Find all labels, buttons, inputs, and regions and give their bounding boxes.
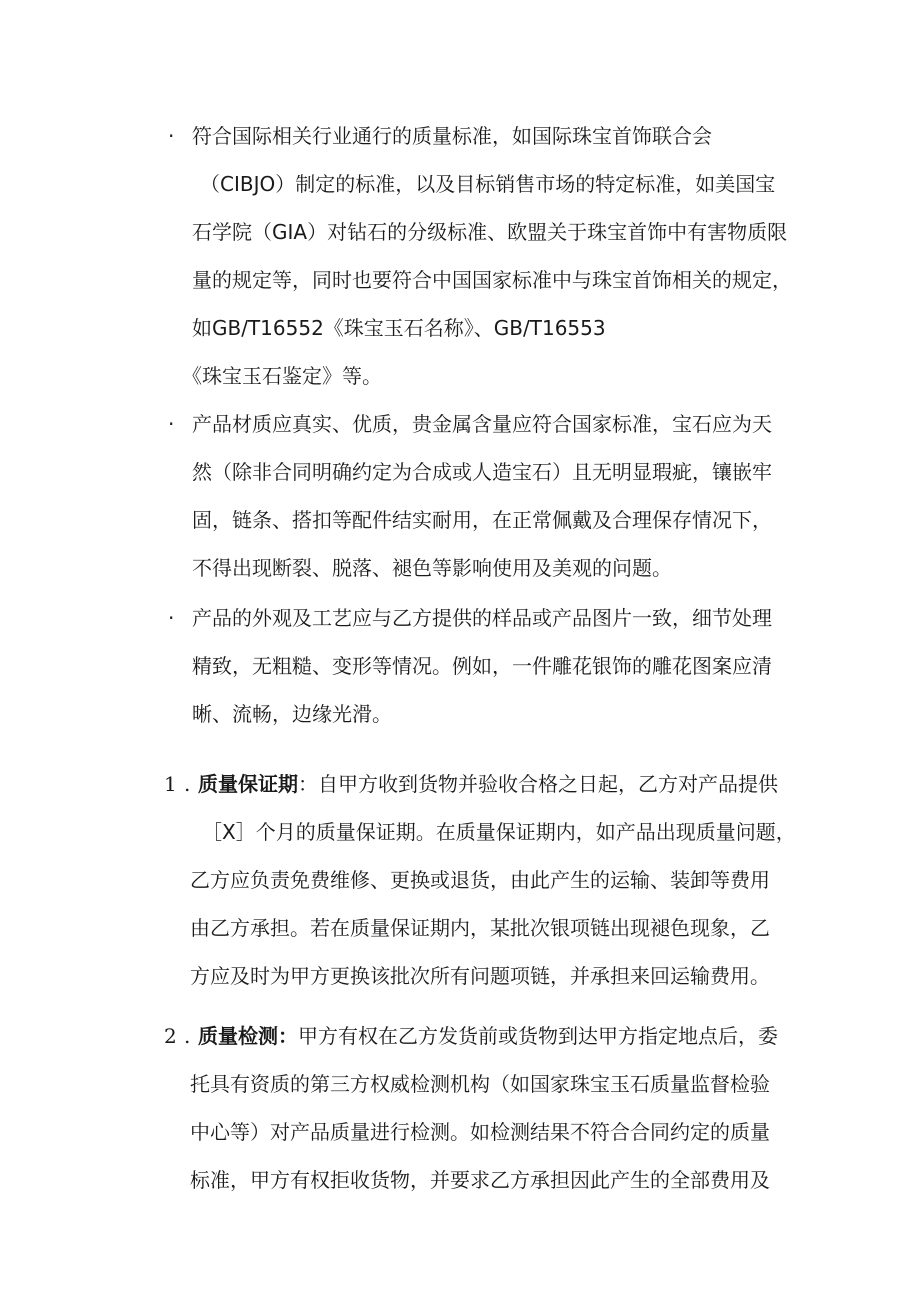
- bullet-text-line: 产品材质应真实、优质，贵金属含量应符合国家标准，宝石应为天: [192, 412, 772, 436]
- clause-number-dot: .: [184, 772, 191, 796]
- clause-heading: 质量检测：: [198, 1024, 298, 1048]
- bullet-text-line: 精致，无粗糙、变形等情况。例如，一件雕花银饰的雕花图案应清: [192, 654, 772, 678]
- bullet-marker: ·: [168, 606, 175, 630]
- clause-text-line: 由乙方承担。若在质量保证期内，某批次银项链出现褪色现象，乙: [190, 916, 770, 940]
- bullet-text-line: 晰、流畅，边缘光滑。: [192, 702, 392, 726]
- clause-number: 2: [164, 1024, 177, 1048]
- clause-heading: 质量保证期: [198, 772, 298, 796]
- clause-number: 1: [164, 772, 177, 796]
- clause-number-dot: .: [184, 1024, 191, 1048]
- clause-text-line: 乙方应负责免费维修、更换或退货，由此产生的运输、装卸等费用: [190, 868, 770, 892]
- bullet-text-line: 不得出现断裂、脱落、褪色等影响使用及美观的问题。: [192, 556, 672, 580]
- clause-text-line: 托具有资质的第三方权威检测机构（如国家珠宝玉石质量监督检验: [190, 1072, 770, 1096]
- bullet-text-line: 石学院（GIA）对钻石的分级标准、欧盟关于珠宝首饰中有害物质限: [192, 220, 788, 244]
- bullet-text-line: 固，链条、搭扣等配件结实耐用，在正常佩戴及合理保存情况下，: [192, 508, 772, 532]
- bullet-text-line: 产品的外观及工艺应与乙方提供的样品或产品图片一致，细节处理: [192, 606, 772, 630]
- clause-text-line: 中心等）对产品质量进行检测。如检测结果不符合合同约定的质量: [190, 1120, 770, 1144]
- bullet-text-line: 如GB/T16552《珠宝玉石名称》、GB/T16553: [192, 316, 606, 340]
- clause-text-line: 方应及时为甲方更换该批次所有问题项链，并承担来回运输费用。: [190, 964, 770, 988]
- clause-first-line: [198, 1022, 778, 1050]
- bullet-text-line: 符合国际相关行业通行的质量标准，如国际珠宝首饰联合会: [192, 124, 712, 148]
- clause-text-line: 标准，甲方有权拒收货物，并要求乙方承担因此产生的全部费用及: [190, 1168, 770, 1192]
- clause-first-line: [198, 770, 778, 798]
- bullet-text-line: 然（除非合同明确约定为合成或人造宝石）且无明显瑕疵，镶嵌牢: [192, 460, 772, 484]
- clause-text: 甲方有权在乙方发货前或货物到达甲方指定地点后，委: [298, 1024, 778, 1048]
- bullet-marker: ·: [168, 412, 175, 436]
- bullet-text-line: （CIBJO）制定的标准，以及目标销售市场的特定标准，如美国宝: [200, 172, 776, 196]
- clause-text: ：自甲方收到货物并验收合格之日起，乙方对产品提供: [298, 772, 778, 796]
- bullet-marker: ·: [168, 124, 175, 148]
- clause-text-line: ［X］个月的质量保证期。在质量保证期内，如产品出现质量问题，: [202, 820, 796, 844]
- bullet-text-line: 《珠宝玉石鉴定》等。: [182, 364, 382, 388]
- bullet-text-line: 量的规定等，同时也要符合中国国家标准中与珠宝首饰相关的规定，: [192, 268, 792, 292]
